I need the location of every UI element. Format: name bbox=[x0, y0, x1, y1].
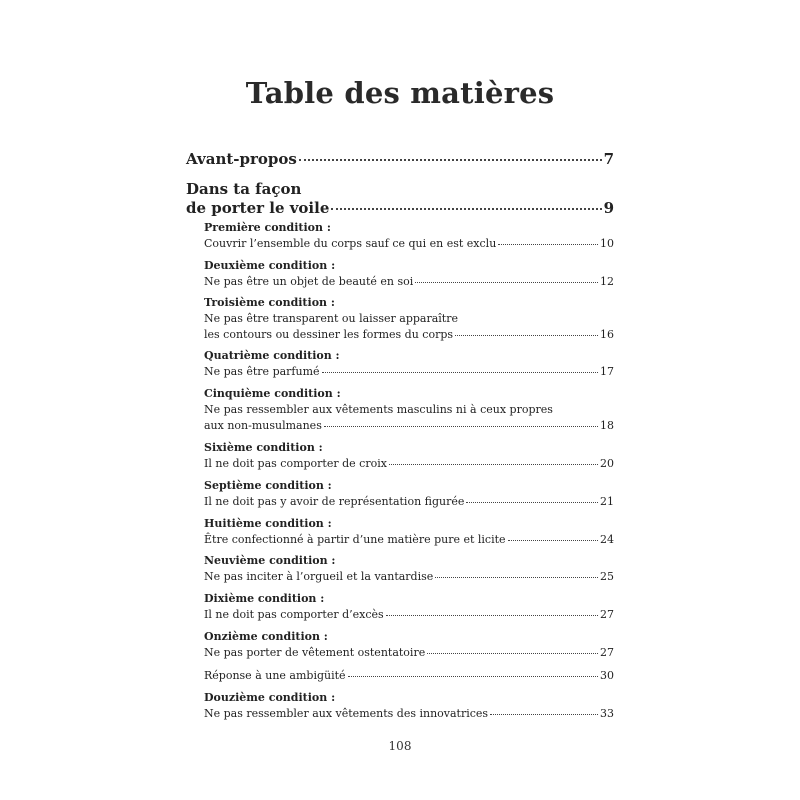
condition-title: Il ne doit pas y avoir de représentation figurée bbox=[204, 495, 465, 508]
condition-title: Ne pas porter de vêtement ostentatoire bbox=[204, 646, 426, 659]
toc-condition-8[interactable] bbox=[204, 516, 614, 548]
toc-condition-12[interactable] bbox=[204, 690, 614, 722]
condition-title: Il ne doit pas comporter de croix bbox=[204, 457, 387, 470]
condition-heading: Onzième condition : bbox=[204, 630, 328, 643]
condition-title: Ne pas être parfumé bbox=[204, 365, 320, 378]
dot-leader bbox=[435, 577, 598, 578]
toc-entry-page: 7 bbox=[603, 150, 614, 168]
condition-heading: Douzième condition : bbox=[204, 691, 336, 704]
condition-page: 10 bbox=[600, 237, 614, 250]
dot-leader bbox=[324, 426, 598, 427]
toc-entry-dans-ta-facon[interactable] bbox=[186, 180, 614, 218]
condition-page: 17 bbox=[600, 365, 614, 378]
dot-leader bbox=[490, 714, 598, 715]
dot-leader bbox=[389, 464, 598, 465]
condition-title: aux non-musulmanes bbox=[204, 419, 322, 432]
dot-leader bbox=[508, 540, 598, 541]
condition-title: Ne pas être un objet de beauté en soi bbox=[204, 275, 414, 288]
dot-leader bbox=[455, 335, 598, 336]
dot-leader bbox=[498, 244, 598, 245]
condition-title-line: Ne pas être transparent ou laisser apparaître bbox=[204, 312, 458, 325]
condition-page: 24 bbox=[600, 533, 614, 546]
condition-heading: Septième condition : bbox=[204, 479, 332, 492]
toc-condition-5[interactable] bbox=[204, 386, 614, 434]
condition-heading: Sixième condition : bbox=[204, 441, 323, 454]
toc-condition-7[interactable] bbox=[204, 478, 614, 510]
dot-leader bbox=[348, 676, 598, 677]
condition-page: 20 bbox=[600, 457, 614, 470]
condition-title: les contours ou dessiner les formes du corps bbox=[204, 328, 454, 341]
toc-entry-label: Avant-propos bbox=[186, 150, 297, 168]
condition-heading: Troisième condition : bbox=[204, 296, 335, 309]
toc-condition-9[interactable] bbox=[204, 553, 614, 585]
condition-heading: Cinquième condition : bbox=[204, 387, 341, 400]
toc-condition-11[interactable] bbox=[204, 629, 614, 661]
page-number: 108 bbox=[388, 739, 412, 753]
condition-heading: Deuxième condition : bbox=[204, 259, 336, 272]
condition-page: 21 bbox=[600, 495, 614, 508]
condition-page: 16 bbox=[600, 328, 614, 341]
toc-title: Table des matières bbox=[245, 76, 555, 110]
dot-leader bbox=[322, 372, 598, 373]
dot-leader bbox=[427, 653, 598, 654]
dot-leader bbox=[466, 502, 598, 503]
condition-title-line: Ne pas ressembler aux vêtements masculins ni à ceux propres bbox=[204, 403, 553, 416]
toc-entry-avant-propos[interactable] bbox=[186, 150, 614, 169]
condition-heading: Dixième condition : bbox=[204, 592, 325, 605]
toc-condition-3[interactable] bbox=[204, 295, 614, 343]
dot-leader bbox=[415, 282, 598, 283]
dot-leader bbox=[299, 159, 602, 161]
condition-page: 27 bbox=[600, 608, 614, 621]
toc-entry-reponse[interactable] bbox=[204, 668, 614, 684]
condition-page: 18 bbox=[600, 419, 614, 432]
condition-heading: Quatrième condition : bbox=[204, 349, 340, 362]
condition-heading: Neuvième condition : bbox=[204, 554, 336, 567]
condition-title: Ne pas ressembler aux vêtements des innovatrices bbox=[204, 707, 489, 720]
toc-entry-page: 9 bbox=[603, 199, 614, 217]
condition-title: Ne pas inciter à l’orgueil et la vantardise bbox=[204, 570, 434, 583]
toc-entry-label-line: Dans ta façon bbox=[186, 180, 302, 198]
condition-title: Couvrir l’ensemble du corps sauf ce qui en est exclu bbox=[204, 237, 497, 250]
condition-page: 30 bbox=[600, 669, 614, 682]
dot-leader bbox=[386, 615, 598, 616]
toc-entry-label: de porter le voile bbox=[186, 199, 330, 217]
condition-page: 27 bbox=[600, 646, 614, 659]
condition-title: Réponse à une ambigüité bbox=[204, 669, 346, 682]
condition-page: 12 bbox=[600, 275, 614, 288]
condition-title: Être confectionné à partir d’une matière pure et licite bbox=[204, 533, 506, 546]
toc-condition-1[interactable] bbox=[204, 220, 614, 252]
condition-title: Il ne doit pas comporter d’excès bbox=[204, 608, 384, 621]
toc-condition-4[interactable] bbox=[204, 348, 614, 380]
toc-condition-6[interactable] bbox=[204, 440, 614, 472]
condition-heading: Huitième condition : bbox=[204, 517, 332, 530]
condition-heading: Première condition : bbox=[204, 221, 331, 234]
condition-page: 33 bbox=[600, 707, 614, 720]
condition-page: 25 bbox=[600, 570, 614, 583]
toc-condition-2[interactable] bbox=[204, 258, 614, 290]
toc-condition-10[interactable] bbox=[204, 591, 614, 623]
dot-leader bbox=[331, 208, 601, 210]
